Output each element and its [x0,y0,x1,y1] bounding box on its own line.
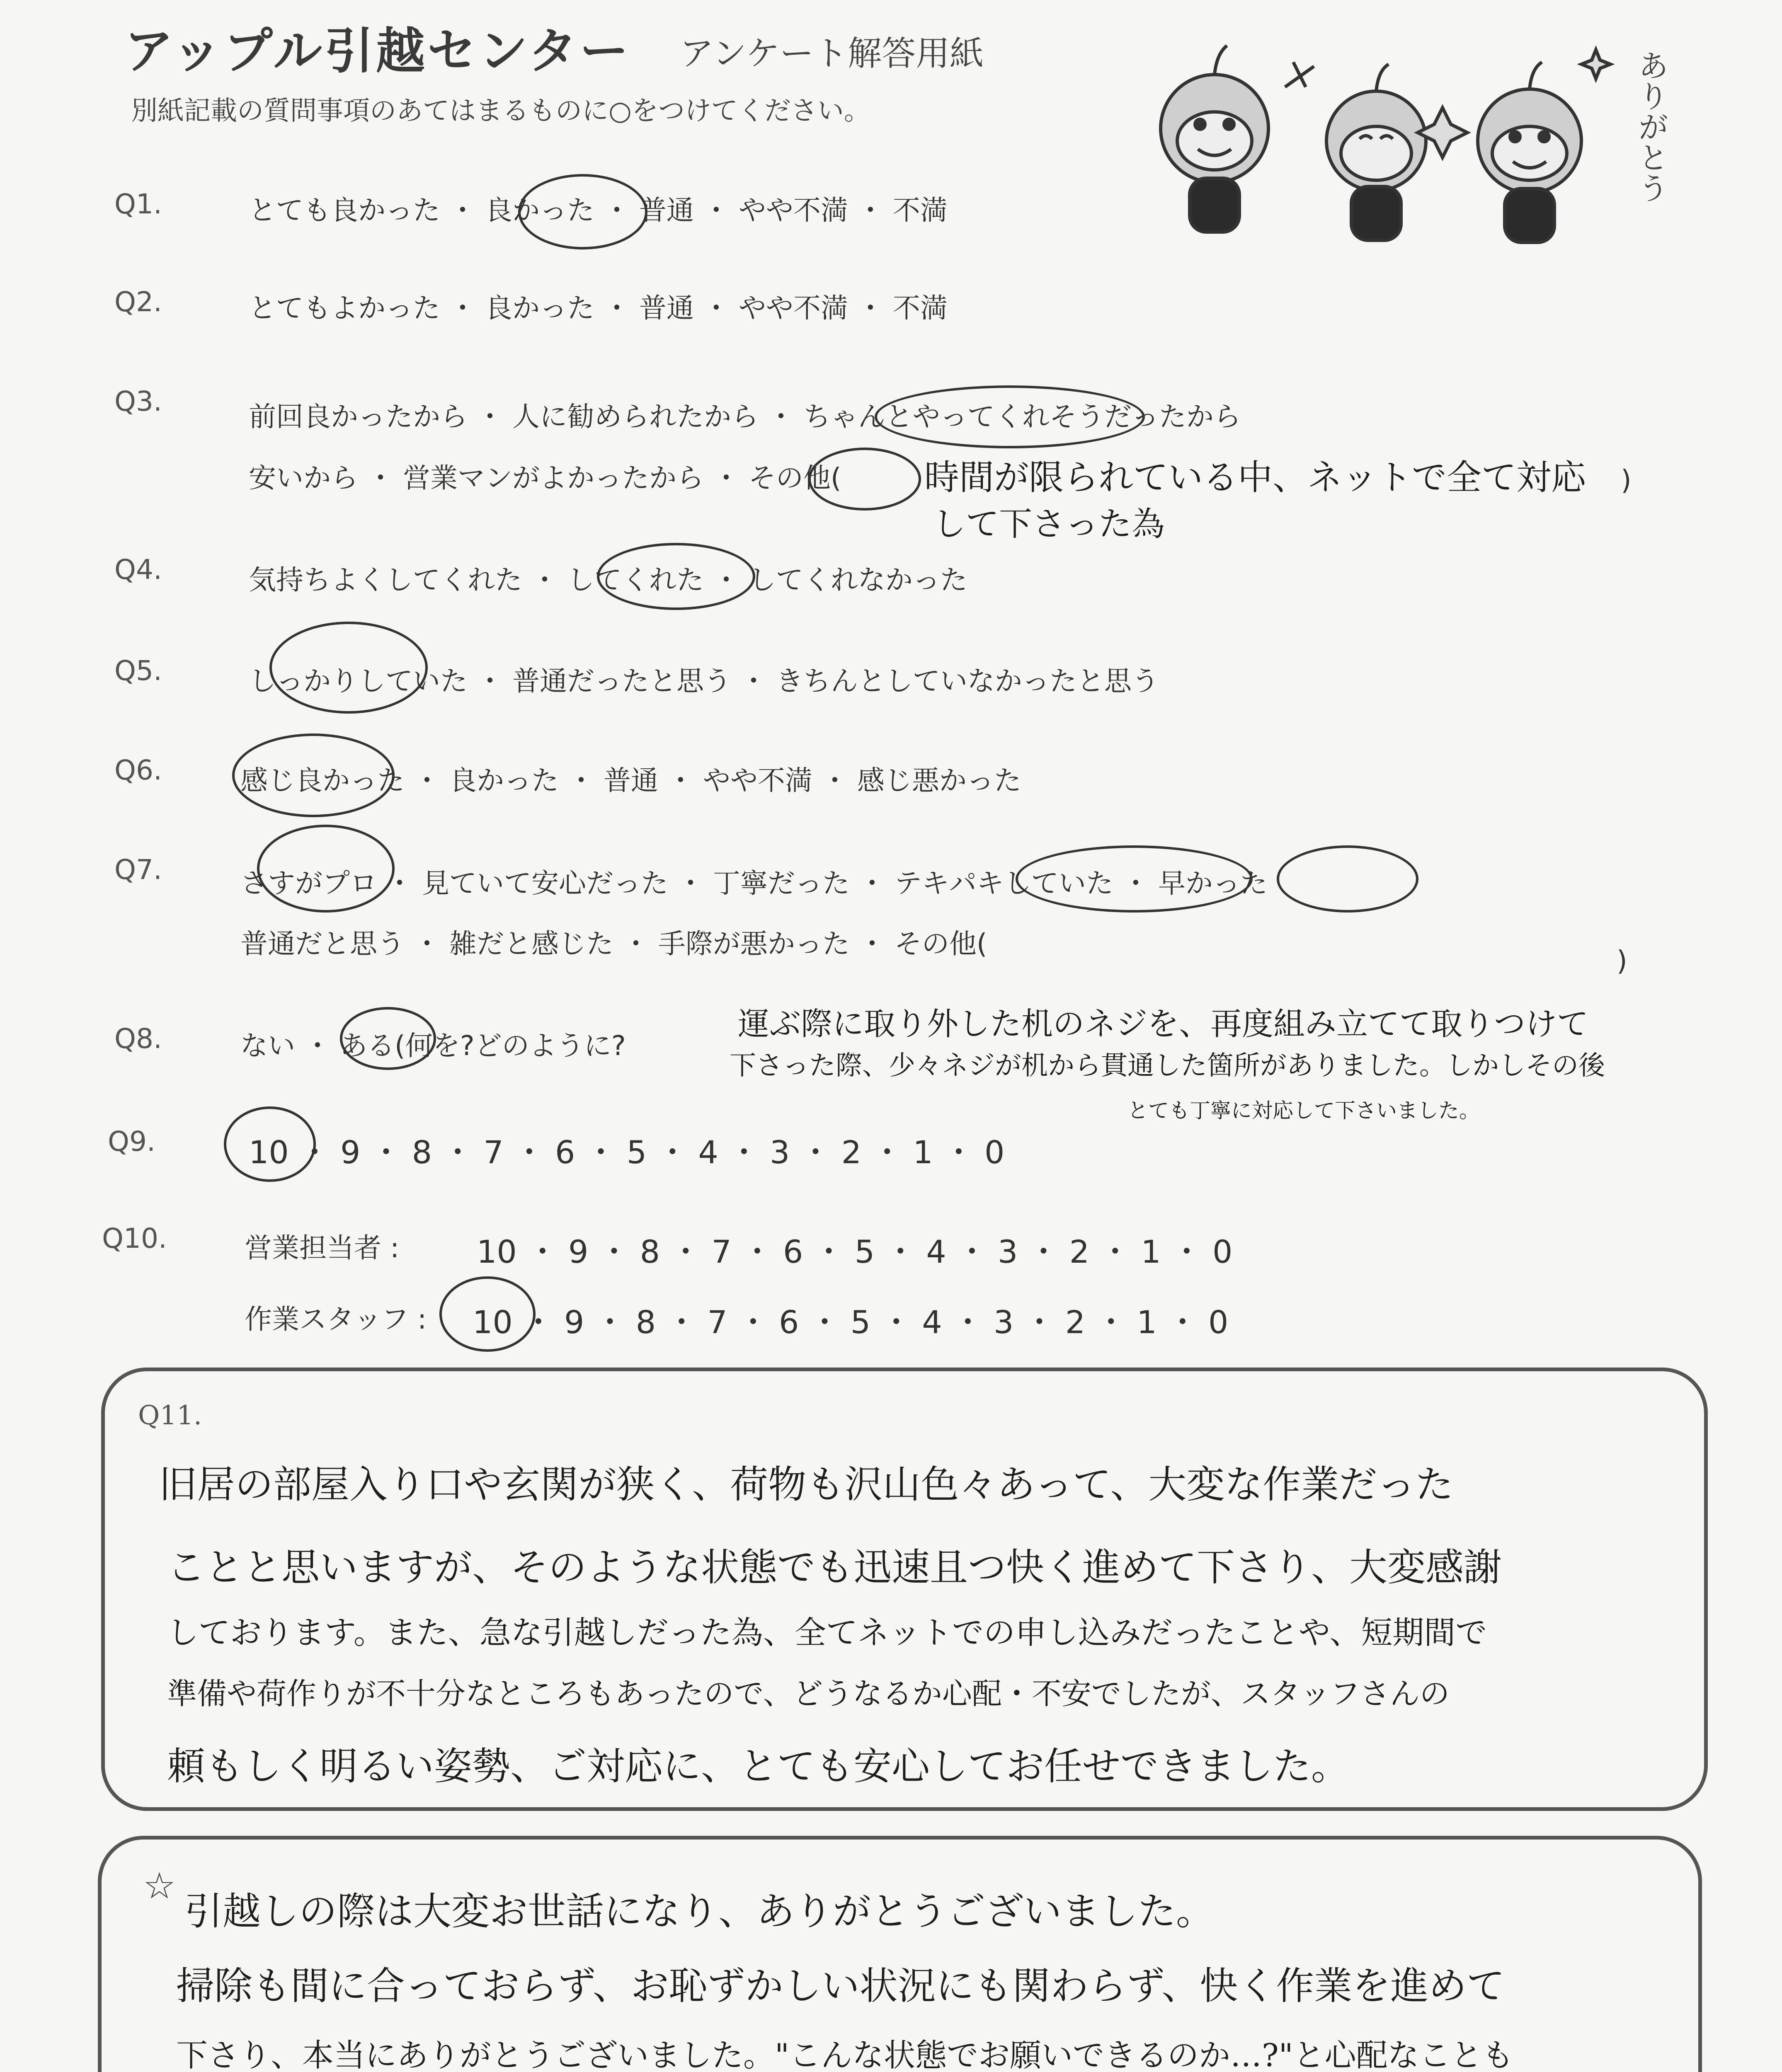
q3-answer-circle-2 [808,448,921,511]
q11-box [101,1368,1708,1811]
q3-label: Q3. [114,385,162,417]
q11-line-4: 準備や荷作りが不十分なところもあったので、どうなるか心配・不安でしたが、スタッフさんの [167,1676,1450,1711]
q3-other-handwriting: 時間が限られている中、ネットで全て対応 [924,457,1586,498]
comment-line-3: 下さり、本当にありがとうございました。"こんな状態でお願いできるのか…?"と心配なことも [176,2037,1514,2072]
q3-other-handwriting-2: して下さった為 [933,505,1165,543]
q3-options-line2: 安いから ・ 営業マンがよかったから ・ その他( [249,462,841,494]
q11-label: Q11. [138,1400,202,1431]
q9-label: Q9. [108,1126,155,1157]
brand-title: アップル引越センター [124,22,631,80]
q8-options: ない ・ ある(何を?どのように? [240,1030,626,1062]
q7-label: Q7. [114,854,162,886]
q8-answer-circle [340,1007,436,1070]
q10-sales-label: 営業担当者 : [245,1232,400,1264]
q8-label: Q8. [114,1023,162,1055]
comment-line-2: 掃除も間に合っておらず、お恥ずかしい状況にも関わらず、快く作業を進めて [176,1964,1505,2008]
q3-options-line1: 前回良かったから ・ 人に勧められたから ・ ちゃんとやってくれそうだったから [249,401,1241,433]
q6-answer-circle [232,733,395,817]
q5-answer-circle [269,622,428,714]
q1-label: Q1. [114,188,162,220]
q10-label: Q10. [102,1222,167,1254]
q6-options: 感じ良かった ・ 良かった ・ 普通 ・ やや不満 ・ 感じ悪かった [240,765,1021,796]
mascot-illustration [1144,25,1691,257]
q7-answer-circle-1 [257,825,395,913]
comment-box [98,1836,1702,2072]
q2-options: とてもよかった ・ 良かった ・ 普通 ・ やや不満 ・ 不満 [249,292,948,324]
star-icon: ☆ [143,1864,176,1907]
comment-line-1: 引越しの際は大変お世話になり、ありがとうございました。 [184,1889,1215,1934]
q5-options: しっかりしていた ・ 普通だったと思う ・ きちんとしていなかったと思う [249,665,1159,697]
q8-handwriting-line3: とても丁寧に対応して下さいました。 [1127,1099,1480,1123]
q7-options-line1: さすがプロ ・ 見ていて安心だった ・ 丁寧だった ・ テキパキしていた ・ 早かった [240,867,1268,899]
q3-close-paren: ) [1621,464,1632,496]
q11-line-1: 旧居の部屋入り口や玄関が狭く、荷物も沢山色々あって、大変な作業だった [159,1462,1454,1507]
q9-scale: 10 ・ 9 ・ 8 ・ 7 ・ 6 ・ 5 ・ 4 ・ 3 ・ 2 ・ 1 ・ 0 [249,1134,1005,1171]
q7-answer-circle-2 [1016,845,1253,913]
q7-close-paren: ) [1617,945,1627,977]
mascot-caption: ありがとう [1633,50,1669,203]
q1-answer-circle [518,174,647,249]
q10-sales-scale: 10 ・ 9 ・ 8 ・ 7 ・ 6 ・ 5 ・ 4 ・ 3 ・ 2 ・ 1 ・ 0 [477,1233,1233,1270]
q1-options: とても良かった ・ 良かった ・ 普通 ・ やや不満 ・ 不満 [249,194,948,226]
q11-line-5: 頼もしく明るい姿勢、ご対応に、とても安心してお任せできました。 [167,1744,1350,1789]
q11-line-3: しております。また、急な引越しだった為、全てネットでの申し込みだったことや、短期間で [167,1614,1487,1651]
q4-label: Q4. [114,554,162,586]
q6-label: Q6. [114,754,162,786]
instruction-text: 別紙記載の質問事項のあてはまるものに○をつけてください。 [131,96,870,126]
q5-label: Q5. [114,655,162,687]
q8-handwriting-line1: 運ぶ際に取り外した机のネジを、再度組み立てて取りつけて [738,1005,1588,1042]
q4-options: 気持ちよくしてくれた ・ してくれた ・ してくれなかった [249,564,967,596]
q7-answer-circle-3 [1277,845,1418,913]
q8-handwriting-line2: 下さった際、少々ネジが机から貫通した箇所がありました。しかしその後 [730,1051,1605,1081]
form-name: アンケート解答用紙 [680,34,984,73]
q2-label: Q2. [114,286,162,318]
q10-staff-label: 作業スタッフ : [245,1303,427,1335]
q10-staff-answer-circle [439,1276,536,1352]
q3-answer-circle-1 [875,385,1145,448]
q7-options-line2: 普通だと思う ・ 雑だと感じた ・ 手際が悪かった ・ その他( [240,928,987,960]
q11-line-2: ことと思いますが、そのような状態でも迅速且つ快く進めて下さり、大変感謝 [167,1545,1502,1590]
q4-answer-circle [597,543,755,610]
q9-answer-circle [224,1106,316,1182]
q10-staff-scale: 10 ・ 9 ・ 8 ・ 7 ・ 6 ・ 5 ・ 4 ・ 3 ・ 2 ・ 1 ・ 0 [473,1304,1229,1341]
